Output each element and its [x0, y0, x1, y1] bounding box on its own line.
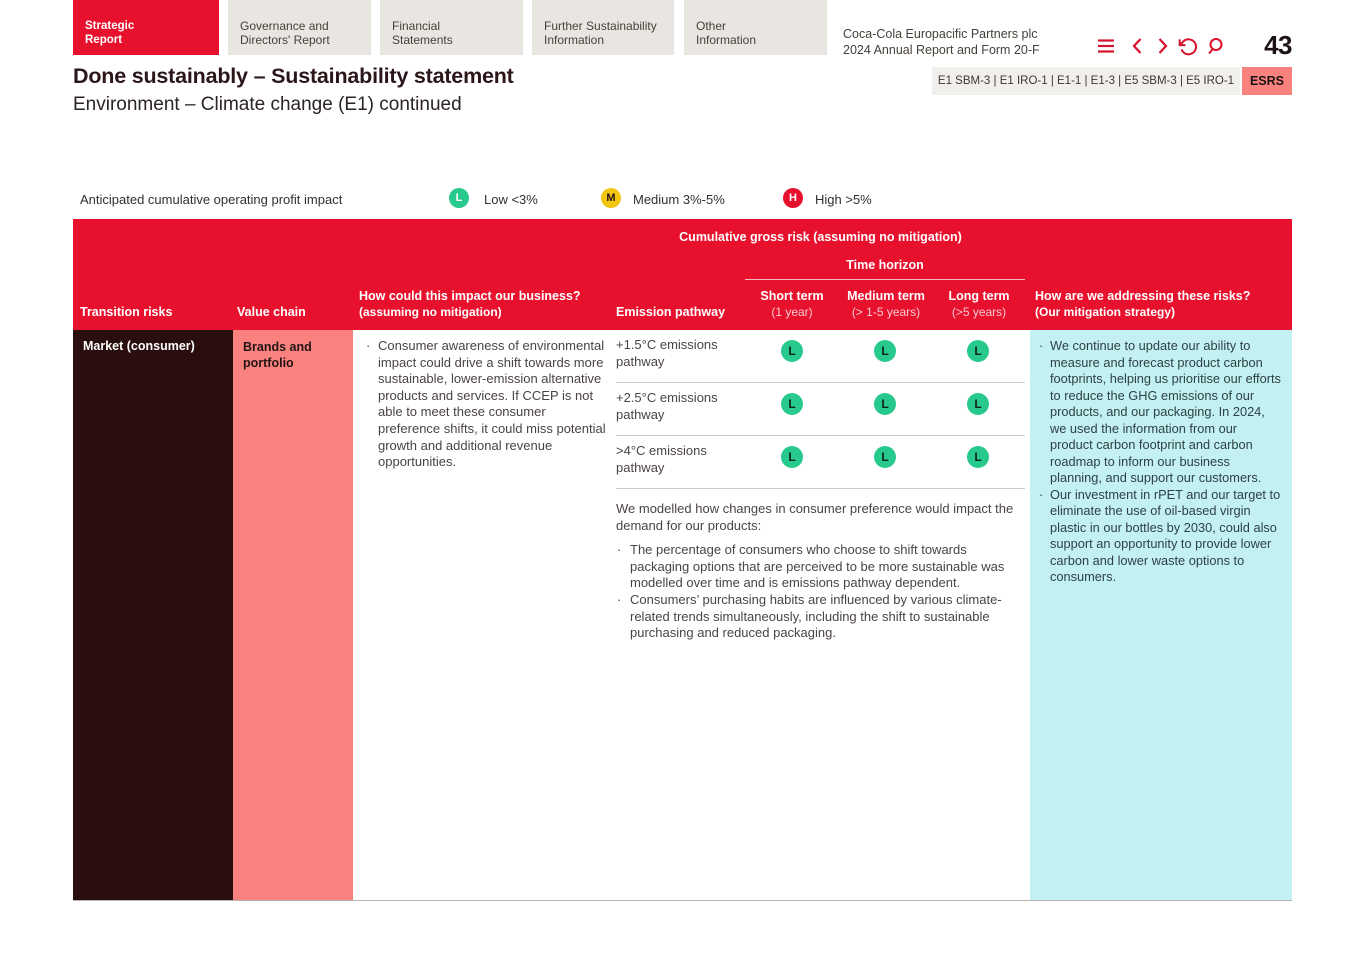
table-bottom-border	[73, 900, 1292, 901]
transition-risk-label: Market (consumer)	[83, 339, 195, 353]
emission-pathway-label: >4°C emissions pathway	[616, 443, 707, 475]
tab-label: Other Information	[696, 19, 757, 47]
modelling-bullet: · The percentage of consumers who choose to shift towards packaging options that are perceived to be more sustainable was modelled over time and is emissions pathway dependent.	[616, 542, 1019, 592]
undo-icon[interactable]	[1178, 36, 1198, 56]
time-horizon-underline	[745, 279, 1025, 280]
risk-badge-low: L	[874, 446, 896, 468]
legend-label-low: Low <3%	[484, 192, 538, 207]
impact-cell	[359, 330, 608, 900]
emission-pathway-label: +2.5°C emissions pathway	[616, 390, 718, 422]
menu-icon[interactable]	[1096, 36, 1116, 56]
chevron-right-icon[interactable]	[1152, 36, 1172, 56]
legend-label-high: High >5%	[815, 192, 872, 207]
risk-badge-low: L	[967, 393, 989, 415]
risk-badge-low: L	[874, 340, 896, 362]
emission-pathway-row	[616, 383, 1025, 436]
page-title: Done sustainably – Sustainability statement	[73, 64, 514, 88]
risk-badge-low: L	[781, 446, 803, 468]
tab-further-sustainability-information[interactable]	[532, 0, 674, 55]
value-chain-label: Brands and portfolio	[243, 340, 312, 370]
column-header-short-term	[745, 289, 839, 320]
emission-pathway-row	[616, 330, 1025, 383]
column-header-medium-term	[839, 289, 933, 320]
risk-low-legend-icon: L	[449, 188, 469, 208]
esrs-badge: ESRS	[1242, 67, 1292, 95]
column-header-addressing	[1035, 289, 1290, 320]
value-chain-cell	[233, 330, 353, 900]
table-header	[73, 219, 1292, 330]
esrs-codes: E1 SBM-3 | E1 IRO-1 | E1-1 | E1-3 | E5 SBM-3 | E5 IRO-1	[932, 67, 1240, 95]
transition-risks-table	[73, 219, 1292, 901]
column-header-addressing-main: How are we addressing these risks?	[1035, 289, 1251, 303]
tab-label: Strategic Report	[85, 20, 135, 46]
tab-governance-directors-report[interactable]	[228, 0, 371, 55]
page-subtitle: Environment – Climate change (E1) continued	[73, 94, 462, 115]
tab-strategic-report[interactable]	[73, 0, 219, 55]
transition-risk-cell	[73, 330, 233, 900]
column-group-header: Cumulative gross risk (assuming no mitigation)	[679, 230, 962, 244]
risk-badge-low: L	[967, 340, 989, 362]
column-header-short-term-main: Short term	[760, 289, 824, 303]
emission-pathway-row	[616, 436, 1025, 489]
modelling-bullet: · Consumers’ purchasing habits are influenced by various climate-related trends simultaneously, including the shift to sustainable purchasing and reduced packaging.	[616, 592, 1019, 642]
time-horizon-header: Time horizon	[846, 258, 924, 272]
impact-bullet: · Consumer awareness of environmental impact could drive a shift towards more sustainable, lower-emission alternative products and services. If CCEP is not able to meet these consumer preference shifts, it could miss potential growth and additional revenue opportunities.	[365, 338, 608, 471]
search-icon[interactable]	[1206, 36, 1226, 56]
column-header-impact-main: How could this impact our business?	[359, 289, 581, 303]
column-header-medium-term-sub: (> 1-5 years)	[851, 304, 921, 319]
tab-label: Further Sustainability Information	[544, 19, 657, 47]
emission-pathway-label: +1.5°C emissions pathway	[616, 337, 718, 369]
mitigation-bullet: · Our investment in rPET and our target to eliminate the use of oil-based virgin plastic in our bottles by 2030, could also support an opportunity to provide lower carbon and lower waste options to consumers.	[1038, 487, 1282, 586]
risk-badge-low: L	[874, 393, 896, 415]
emission-pathways-cell	[616, 330, 1025, 900]
risk-medium-legend-icon: M	[601, 188, 621, 208]
column-header-value-chain: Value chain	[237, 304, 306, 319]
mitigation-bullet: · We continue to update our ability to measure and forecast product carbon footprints, helping us prioritise our efforts to reduce the GHG emissions of our products, and our packaging. In 2024, we used the information from our product carbon footprint and carbon roadmap to inform our business planning, and support our customers.	[1038, 338, 1282, 487]
column-header-short-term-sub: (1 year)	[771, 304, 813, 319]
chevron-left-icon[interactable]	[1128, 36, 1148, 56]
legend-title: Anticipated cumulative operating profit impact	[80, 192, 343, 207]
risk-high-legend-icon: H	[783, 188, 803, 208]
tab-label: Governance and Directors' Report	[240, 19, 330, 47]
legend-label-medium: Medium 3%-5%	[633, 192, 725, 207]
company-name-line2: 2024 Annual Report and Form 20-F	[843, 42, 1040, 57]
risk-badge-low: L	[781, 340, 803, 362]
mitigation-strategy-cell	[1030, 330, 1292, 900]
column-header-long-term	[933, 289, 1025, 320]
company-name	[843, 27, 1040, 58]
tab-other-information[interactable]	[684, 0, 827, 55]
column-header-impact-sub: (assuming no mitigation)	[359, 304, 502, 319]
page-number: 43	[1264, 30, 1292, 60]
table-row	[73, 330, 1292, 900]
column-header-transition-risks: Transition risks	[80, 304, 173, 319]
column-header-long-term-main: Long term	[948, 289, 1010, 303]
column-header-emission-pathway: Emission pathway	[616, 304, 726, 319]
modelling-intro: We modelled how changes in consumer preference would impact the demand for our products:	[616, 501, 1014, 533]
column-header-addressing-sub: (Our mitigation strategy)	[1035, 304, 1176, 319]
modelling-notes	[616, 501, 1019, 642]
column-header-medium-term-main: Medium term	[847, 289, 925, 303]
risk-badge-low: L	[967, 446, 989, 468]
column-header-impact	[359, 289, 609, 320]
tab-label: Financial Statements	[392, 19, 453, 47]
risk-badge-low: L	[781, 393, 803, 415]
column-header-long-term-sub: (>5 years)	[951, 304, 1007, 319]
tab-financial-statements[interactable]	[380, 0, 523, 55]
company-name-line1: Coca-Cola Europacific Partners plc	[843, 27, 1038, 41]
